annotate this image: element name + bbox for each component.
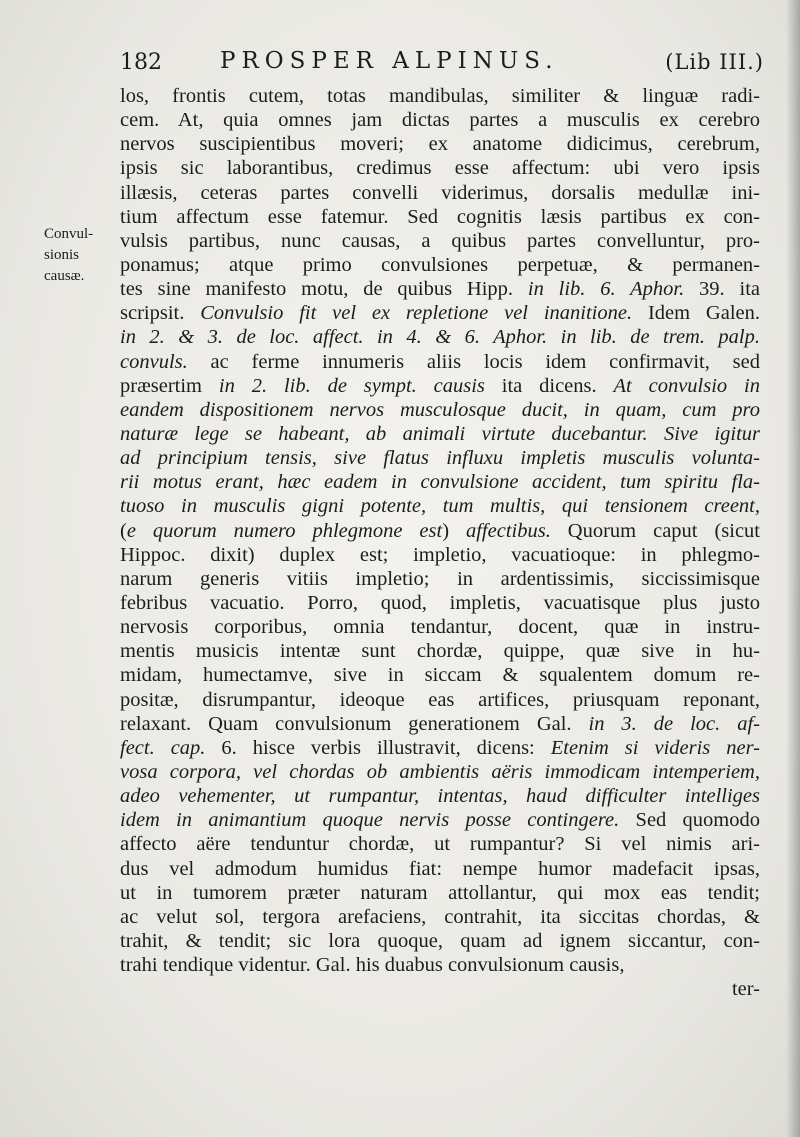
text-line	[120, 881, 760, 905]
text-line	[120, 712, 760, 736]
text-line	[120, 639, 760, 663]
text-line	[120, 494, 760, 518]
text-segment: 39. ita	[684, 278, 761, 301]
catchword: ter-	[731, 978, 760, 1001]
italic-text-segment: rii motus erant, hæc eadem in convulsione accident, tum spiritu fla-	[120, 471, 760, 494]
italic-text-segment: tuoso in musculis gigni potente, tum multis, qui tensionem creent,	[120, 495, 760, 518]
text-segment: scripsit.	[120, 302, 201, 325]
text-line	[120, 277, 760, 301]
italic-text-segment: in 2. & 3. de loc. affect. in 4. & 6. Aphor. in lib. de trem. palp.	[120, 326, 760, 349]
text-line	[120, 301, 760, 325]
italic-text-segment: e quorum numero phlegmone est	[126, 519, 443, 542]
page-number: 182	[120, 50, 162, 75]
text-line	[120, 808, 760, 832]
text-segment: trahi tendique videntur. Gal. his duabus convulsionum causis,	[120, 954, 625, 977]
text-segment: cem. At, quia omnes jam dictas partes a musculis ex cerebro	[120, 109, 760, 132]
text-segment: trahit, & tendit; sic lora quoque, quam ad ignem siccantur, con-	[120, 929, 760, 952]
text-segment: tium affectum esse fatemur. Sed cognitis læsis partibus ex con-	[120, 205, 760, 228]
italic-text-segment: affectibus.	[465, 519, 551, 542]
marginal-note	[44, 224, 114, 287]
text-line	[120, 953, 760, 977]
text-line	[120, 398, 760, 422]
text-line	[120, 567, 760, 591]
text-line	[120, 784, 760, 808]
text-segment: Sed quomodo	[619, 809, 760, 832]
text-segment: ipsis sic laborantibus, credimus esse affectum: ubi vero ipsis	[120, 157, 760, 180]
text-line	[120, 422, 760, 446]
text-line	[120, 253, 760, 277]
text-segment: febribus vacuatio. Porro, quod, impletis, vacuatisque plus justo	[120, 591, 760, 614]
italic-text-segment: convuls.	[120, 350, 188, 373]
text-segment: ita dicens.	[484, 374, 614, 397]
text-line	[120, 446, 760, 470]
text-segment: affecto aëre tenduntur chordæ, ut rumpantur? Si vel nimis ari-	[120, 833, 760, 856]
running-title: PROSPER ALPINUS.	[220, 48, 559, 74]
text-segment: ac ferme innumeris aliis locis idem confirmavit, sed	[187, 350, 760, 373]
text-segment: nervosis corporibus, omnia tendantur, docent, quæ in instru-	[120, 616, 760, 639]
text-segment: positæ, disrumpantur, ideoque eas artifices, priusquam reponant,	[120, 688, 760, 711]
text-line	[120, 374, 760, 398]
text-segment: relaxant. Quam convulsionum generationem Gal.	[120, 712, 589, 735]
text-segment: tes sine manifesto motu, de quibus Hipp.	[120, 278, 528, 301]
text-segment: Idem Galen.	[632, 302, 760, 325]
text-segment: mentis musicis intentæ sunt chordæ, quippe, quæ sive in hu-	[120, 640, 760, 663]
text-segment: ac velut sol, tergora arefaciens, contrahit, ita siccitas chordas, &	[120, 905, 760, 928]
text-segment: dus vel admodum humidus fiat: nempe humor madefacit ipsas,	[120, 857, 760, 880]
marginal-note-line: Convul-	[44, 226, 94, 242]
text-segment: los, frontis cutem, totas mandibulas, similiter & linguæ radi-	[120, 85, 760, 107]
page-header	[120, 46, 770, 84]
italic-text-segment: naturæ lege se habeant, ab animali virtute ducebantur. Sive igitur	[120, 422, 760, 445]
text-line	[120, 181, 760, 205]
text-line	[120, 350, 760, 374]
text-line	[120, 591, 760, 615]
text-segment: ut in tumorem præter naturam attollantur, qui mox eas tendit;	[120, 881, 760, 904]
text-line	[120, 229, 760, 253]
italic-text-segment: At convulsio in	[613, 374, 760, 397]
text-line	[120, 857, 760, 881]
body-text	[120, 84, 760, 1001]
text-segment: narum generis vitiis impletio; in ardentissimis, siccissimisque	[120, 567, 760, 590]
italic-text-segment: vosa corpora, vel chordas ob ambientis aëris immodicam intemperiem,	[120, 760, 760, 783]
text-line	[120, 905, 760, 929]
italic-text-segment: adeo vehementer, ut rumpantur, intentas, haud difficulter intelliges	[120, 785, 760, 808]
text-line	[120, 84, 760, 108]
text-line	[120, 325, 760, 349]
text-line	[120, 760, 760, 784]
text-line	[120, 736, 760, 760]
text-line	[120, 205, 760, 229]
text-line	[120, 519, 760, 543]
italic-text-segment: ad principium tensis, sive flatus influxu impletis musculis volunta-	[120, 447, 760, 470]
italic-text-segment: Etenim si videris ner-	[550, 736, 760, 759]
page-edge-shadow	[786, 0, 800, 1137]
text-line	[120, 663, 760, 687]
text-segment: præsertim	[120, 374, 219, 397]
text-segment: nervos suscipientibus moveri; ex anatome didicimus, cerebrum,	[120, 133, 760, 156]
marginal-note-line: sionis	[44, 247, 80, 263]
book-section-reference: (Lib III.)	[665, 50, 764, 74]
text-segment: vulsis partibus, nunc causas, a quibus partes convelluntur, pro-	[120, 229, 760, 252]
text-line	[120, 615, 760, 639]
italic-text-segment: in 2. lib. de sympt. causis	[218, 374, 485, 397]
text-line	[120, 543, 760, 567]
text-line	[120, 832, 760, 856]
italic-text-segment: in 3. de loc. af-	[588, 712, 760, 735]
italic-text-segment: idem in animantium quoque nervis posse contingere.	[120, 809, 620, 832]
text-line	[120, 929, 760, 953]
text-segment: Quorum caput (sicut	[550, 519, 760, 542]
text-line	[120, 156, 760, 180]
text-segment: (	[120, 519, 127, 542]
italic-text-segment: in lib. 6. Aphor.	[527, 278, 685, 301]
italic-text-segment: fect. cap.	[120, 736, 206, 759]
text-segment: illæsis, ceteras partes convelli viderimus, dorsalis medullæ ini-	[120, 181, 760, 204]
text-line	[120, 132, 760, 156]
text-segment: 6. hisce verbis illustravit, dicens:	[205, 736, 551, 759]
text-line	[120, 108, 760, 132]
text-segment: )	[442, 519, 466, 542]
italic-text-segment: eandem dispositionem nervos musculosque ducit, in quam, cum pro	[120, 398, 760, 421]
text-segment: midam, humectamve, sive in siccam & squalentem domum re-	[120, 664, 760, 687]
italic-text-segment: Convulsio fit vel ex repletione vel inanitione.	[200, 302, 633, 325]
text-segment: Hippoc. dixit) duplex est; impletio, vacuatioque: in phlegmo-	[120, 543, 760, 566]
text-line	[120, 470, 760, 494]
text-line	[120, 688, 760, 712]
text-segment: ponamus; atque primo convulsiones perpetuæ, & permanen-	[120, 253, 760, 276]
marginal-note-line: causæ.	[44, 268, 85, 284]
